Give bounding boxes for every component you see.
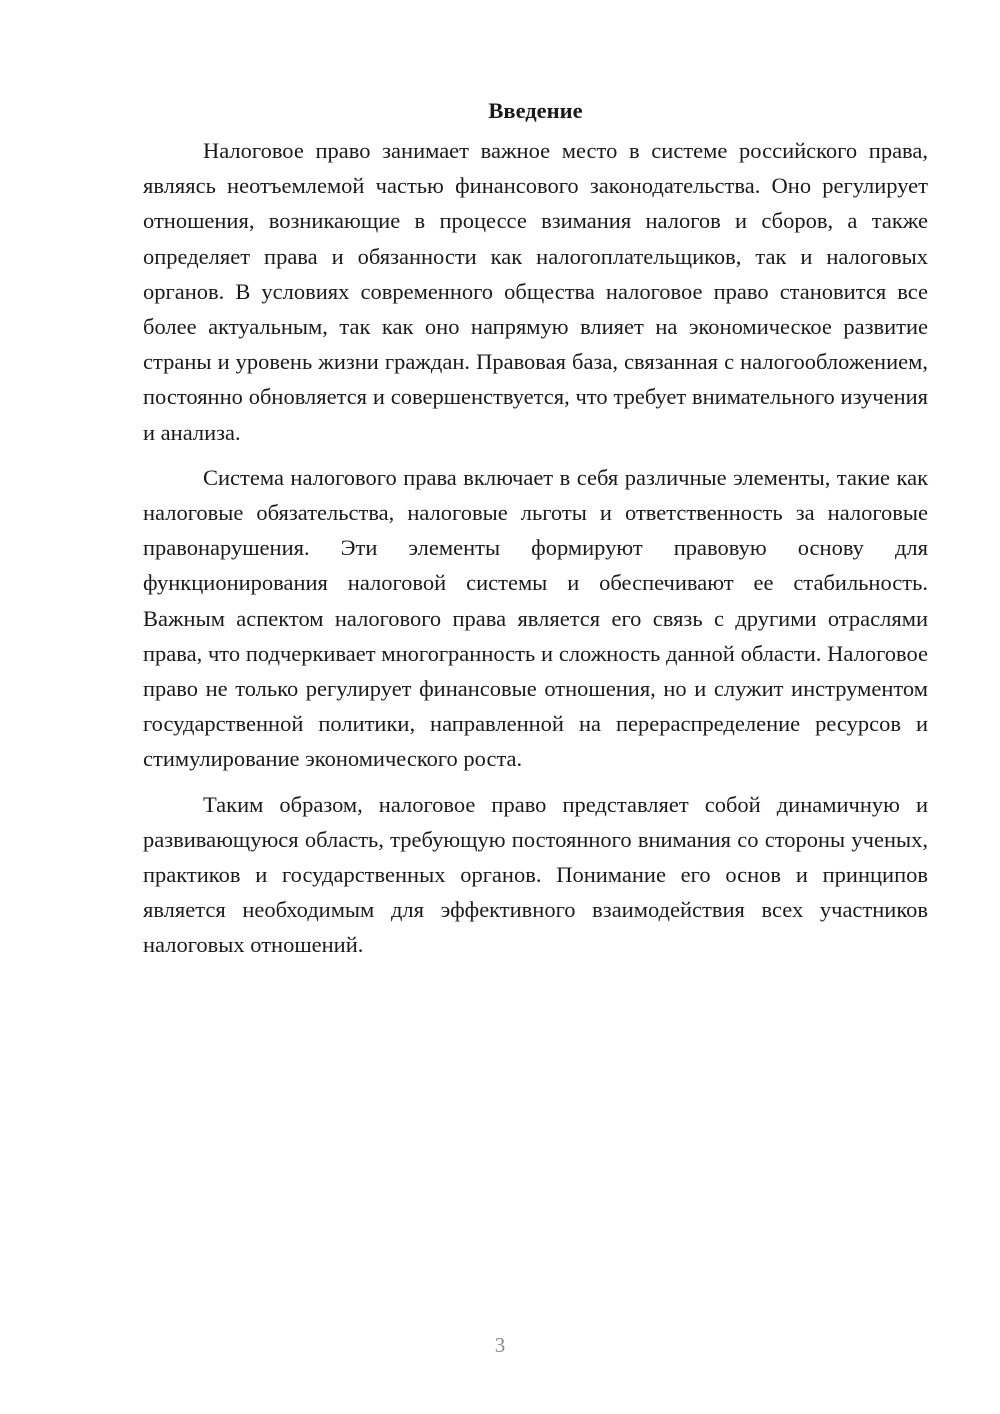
page-content — [143, 96, 928, 973]
paragraph-3: Таким образом, налоговое право представляет собой динамичную и развивающуюся область, требующую постоянного внимания со стороны ученых, практиков и государственных органов. Понимание его основ и принципов является необходимым для эффективного взаимодействия всех участников налоговых отношений. — [143, 791, 928, 958]
page-number: 3 — [494, 1333, 506, 1357]
section-heading: Введение — [488, 98, 583, 123]
paragraph-1: Налоговое право занимает важное место в системе российского права, являясь неотъемлемой частью финансового законодательства. Оно регулирует отношения, возникающие в процессе взимания налогов и сборов, а также определяет права и обязанности как налогоплательщиков, так и налоговых органов. В условиях современного общества налоговое право становится все более актуальным, так как оно напрямую влияет на экономическое развитие страны и уровень жизни граждан. Правовая база, связанная с налогообложением, постоянно обновляется и совершенствуется, что требует внимательного изучения и анализа. — [143, 138, 928, 445]
paragraph-2: Система налогового права включает в себя различные элементы, такие как налоговые обязательства, налоговые льготы и ответственность за налоговые правонарушения. Эти элементы формируют правовую основу для функционирования налоговой системы и обеспечивают ее стабильность. Важным аспектом налогового права является его связь с другими отраслями права, что подчеркивает многогранность и сложность данной области. Налоговое право не только регулирует финансовые отношения, но и служит инструментом государственной политики, направленной на перераспределение ресурсов и стимулирование экономического роста. — [143, 464, 928, 772]
